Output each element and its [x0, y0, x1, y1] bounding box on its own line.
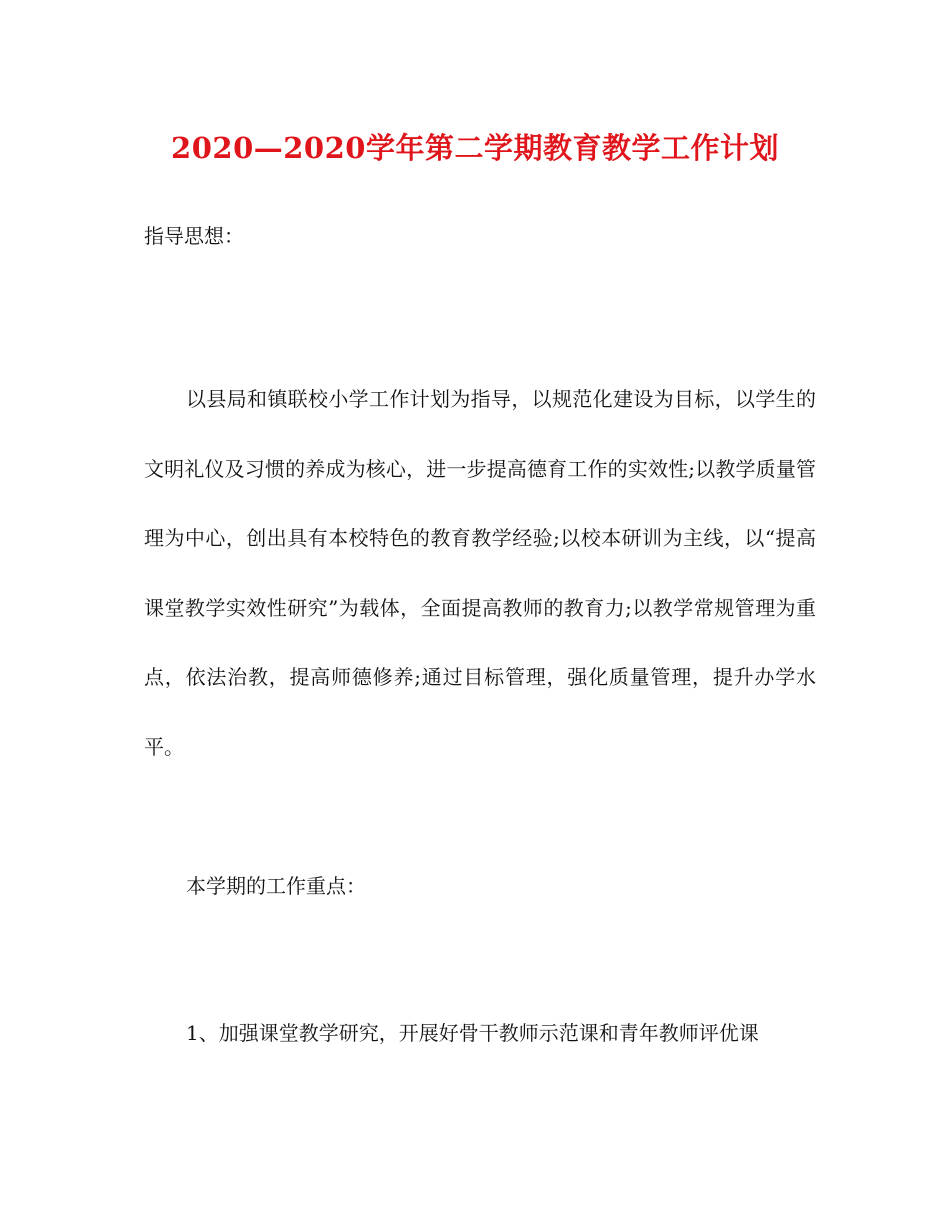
- focus-heading: 本学期的工作重点：: [186, 874, 366, 898]
- guiding-paragraph: 以县局和镇联校小学工作计划为指导，以规范化建设为目标，以学生的文明礼仪及习惯的养成为核心，进一步提高德育工作的实效性;以教学质量管理为中心，创出具有本校特色的教育教学经验;以校本研训为主线，以“提高课堂教学实效性研究”为载体，全面提高教师的教育力;以教学常规管理为重点，依法治教，提高师德修养;通过目标管理，强化质量管理，提升办学水平。: [144, 387, 816, 759]
- document-title: 2020—2020学年第二学期教育教学工作计划: [171, 131, 779, 165]
- list-item: 1、加强课堂教学研究，开展好骨干教师示范课和青年教师评优课: [186, 1021, 759, 1045]
- guiding-heading: 指导思想：: [144, 224, 244, 248]
